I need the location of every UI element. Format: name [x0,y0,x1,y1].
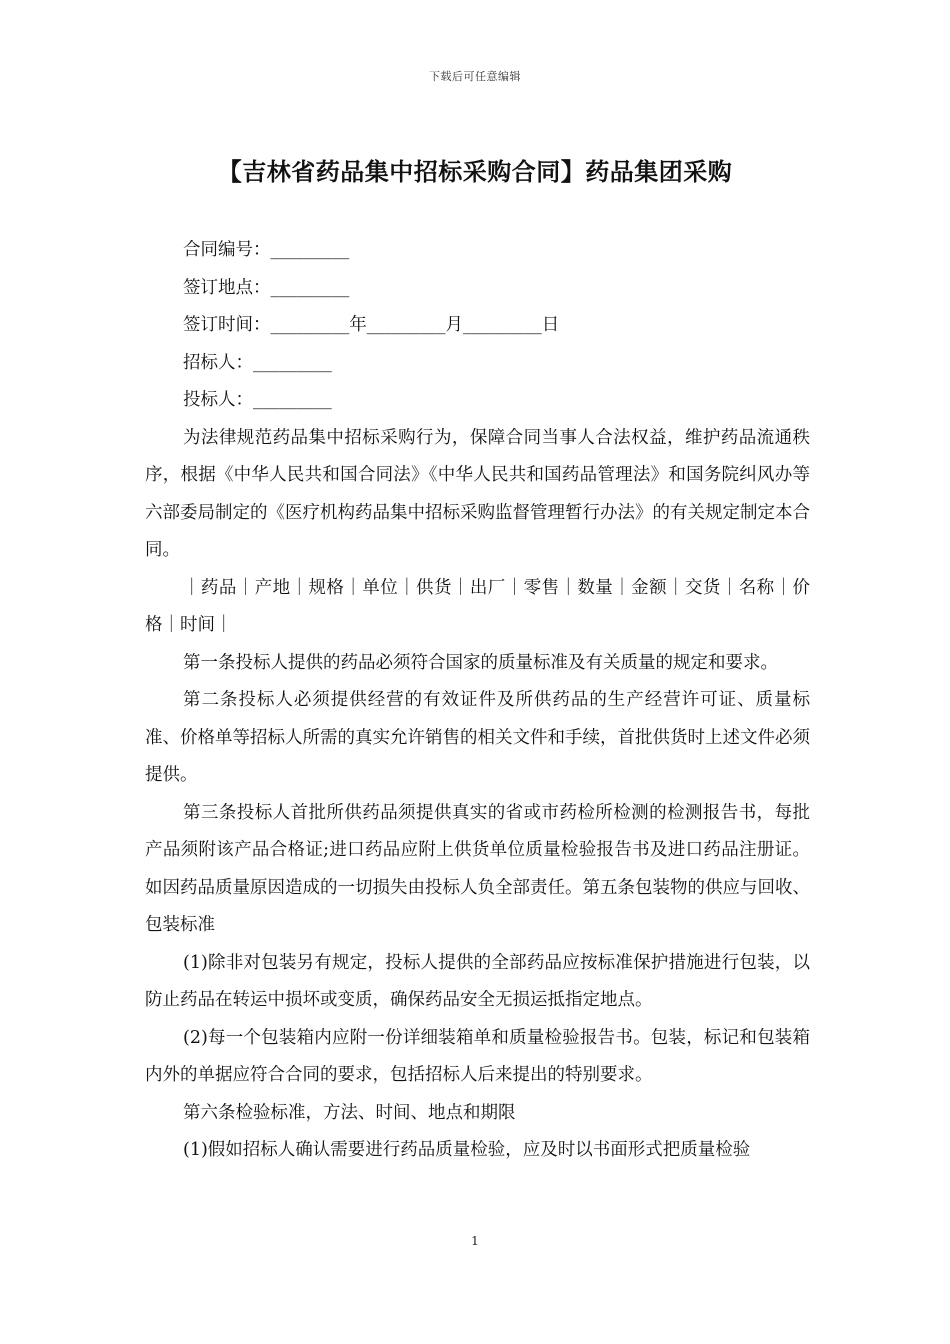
field-bidder: 投标人：_________ [183,390,332,410]
field-signing-place: 签订地点：_________ [183,277,350,298]
paragraph-inspection-1: (1)假如招标人确认需要进行药品质量检验，应及时以书面形式把质量检验 [183,1140,751,1160]
paragraph-article-6: 第六条检验标准，方法、时间、地点和期限 [183,1102,516,1123]
paragraph-preamble: 为法律规范药品集中招标采购行为，保障合同当事人合法权益，维护药品流通秩序，根据《中华人民共和国合同法》《中华人民共和国药品管理法》和国务院纠风办等六部委局制定的《医疗机构药品集中招标采购监督管理暂行办法》的有关规定制定本合同。 [145,427,810,560]
field-contract-number: 合同编号：_________ [183,240,350,260]
paragraph-table-header: ｜药品｜产地｜规格｜单位｜供货｜出厂｜零售｜数量｜金额｜交货｜名称｜价格｜时间｜ [145,577,810,635]
paragraph-packaging-1: (1)除非对包装另有规定，投标人提供的全部药品应按标准保护措施进行包装，以防止药品在转运中损坏或变质，确保药品安全无损运抵指定地点。 [145,952,810,1010]
field-signing-date: 签订时间：_________年_________月_________日 [183,315,560,335]
paragraph-packaging-2: (2)每一个包装箱内应附一份详细装箱单和质量检验报告书。包装，标记和包装箱内外的单据应符合合同的要求，包括招标人后来提出的特别要求。 [145,1027,810,1085]
header-note: 下载后可任意编辑 [429,70,521,83]
page-number: 1 [471,1234,479,1248]
document-title: 【吉林省药品集中招标采购合同】药品集团采购 [217,158,733,186]
paragraph-article-3: 第三条投标人首批所供药品须提供真实的省或市药检所检测的检测报告书，每批产品须附该产品合格证;进口药品应附上供货单位质量检验报告书及进口药品注册证。如因药品质量原因造成的一切损失由投标人负全部责任。第五条包装物的供应与回收、包装标准 [145,802,810,935]
document-body [145,232,810,1170]
paragraph-article-2: 第二条投标人必须提供经营的有效证件及所供药品的生产经营许可证、质量标准、价格单等招标人所需的真实允许销售的相关文件和手续，首批供货时上述文件必须提供。 [145,690,810,785]
paragraph-article-1: 第一条投标人提供的药品必须符合国家的质量标准及有关质量的规定和要求。 [183,652,778,673]
field-tenderer: 招标人：_________ [183,352,332,373]
